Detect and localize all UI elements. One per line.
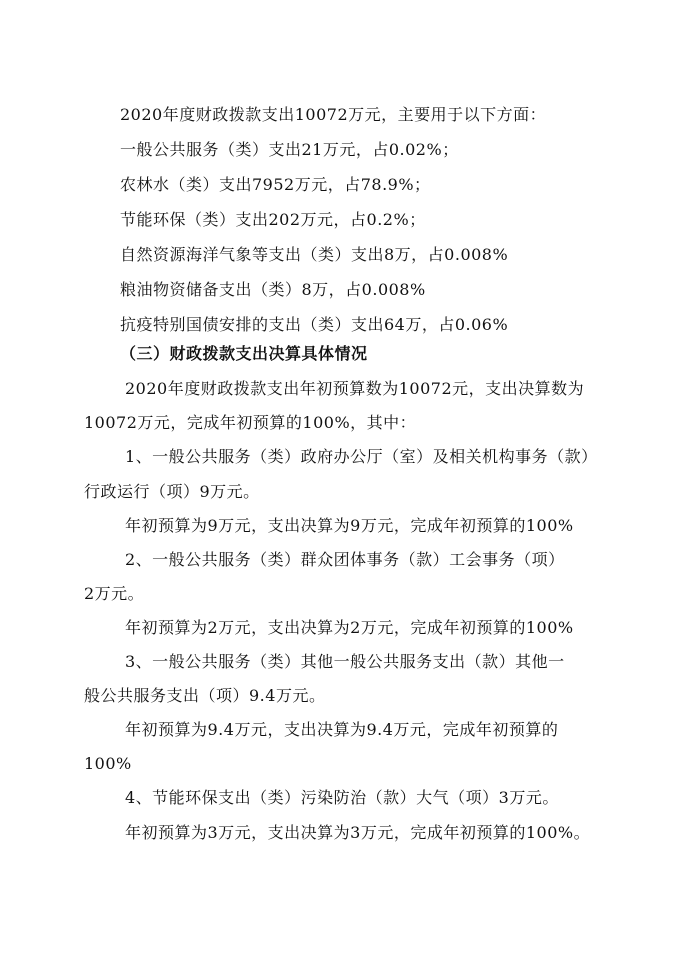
- entry-detail: 年初预算为2万元，支出决算为2万元，完成年初预算的100%: [125, 618, 574, 637]
- summary-item: 节能环保（类）支出202万元，占0.2%；: [120, 210, 426, 229]
- overview-line: 2020年度财政拨款支出年初预算数为10072元，支出决算数为: [125, 379, 585, 398]
- entry-title: 1、一般公共服务（类）政府办公厅（室）及相关机构事务（款）: [125, 447, 598, 466]
- entry-title: 2、一般公共服务（类）群众团体事务（款）工会事务（项）: [125, 550, 565, 569]
- summary-item: 一般公共服务（类）支出21万元，占0.02%；: [120, 140, 459, 159]
- entry-title: 行政运行（项）9万元。: [84, 482, 260, 501]
- entry-title: 3、一般公共服务（类）其他一般公共服务支出（款）其他一: [125, 652, 565, 671]
- overview-line: 10072万元，完成年初预算的100%，其中：: [84, 413, 417, 432]
- entry-detail: 年初预算为3万元，支出决算为3万元，完成年初预算的100%。: [125, 823, 591, 842]
- summary-item: 粮油物资储备支出（类）8万，占0.008%: [120, 280, 426, 299]
- summary-intro: 2020年度财政拨款支出10072万元，主要用于以下方面：: [120, 105, 547, 124]
- section-heading: （三）财政拨款支出决算具体情况: [120, 344, 368, 363]
- summary-item: 抗疫特别国债安排的支出（类）支出64万，占0.06%: [120, 315, 509, 334]
- entry-title: 般公共服务支出（项）9.4万元。: [84, 686, 326, 705]
- summary-item: 农林水（类）支出7952万元，占78.9%；: [120, 175, 431, 194]
- entry-title: 4、节能环保支出（类）污染防治（款）大气（项）3万元。: [125, 788, 559, 807]
- summary-item: 自然资源海洋气象等支出（类）支出8万，占0.008%: [120, 245, 509, 264]
- entry-detail: 年初预算为9.4万元，支出决算为9.4万元，完成年初预算的: [125, 720, 559, 739]
- entry-detail: 年初预算为9万元，支出决算为9万元，完成年初预算的100%: [125, 516, 574, 535]
- entry-detail: 100%: [84, 754, 132, 773]
- entry-title: 2万元。: [84, 584, 145, 603]
